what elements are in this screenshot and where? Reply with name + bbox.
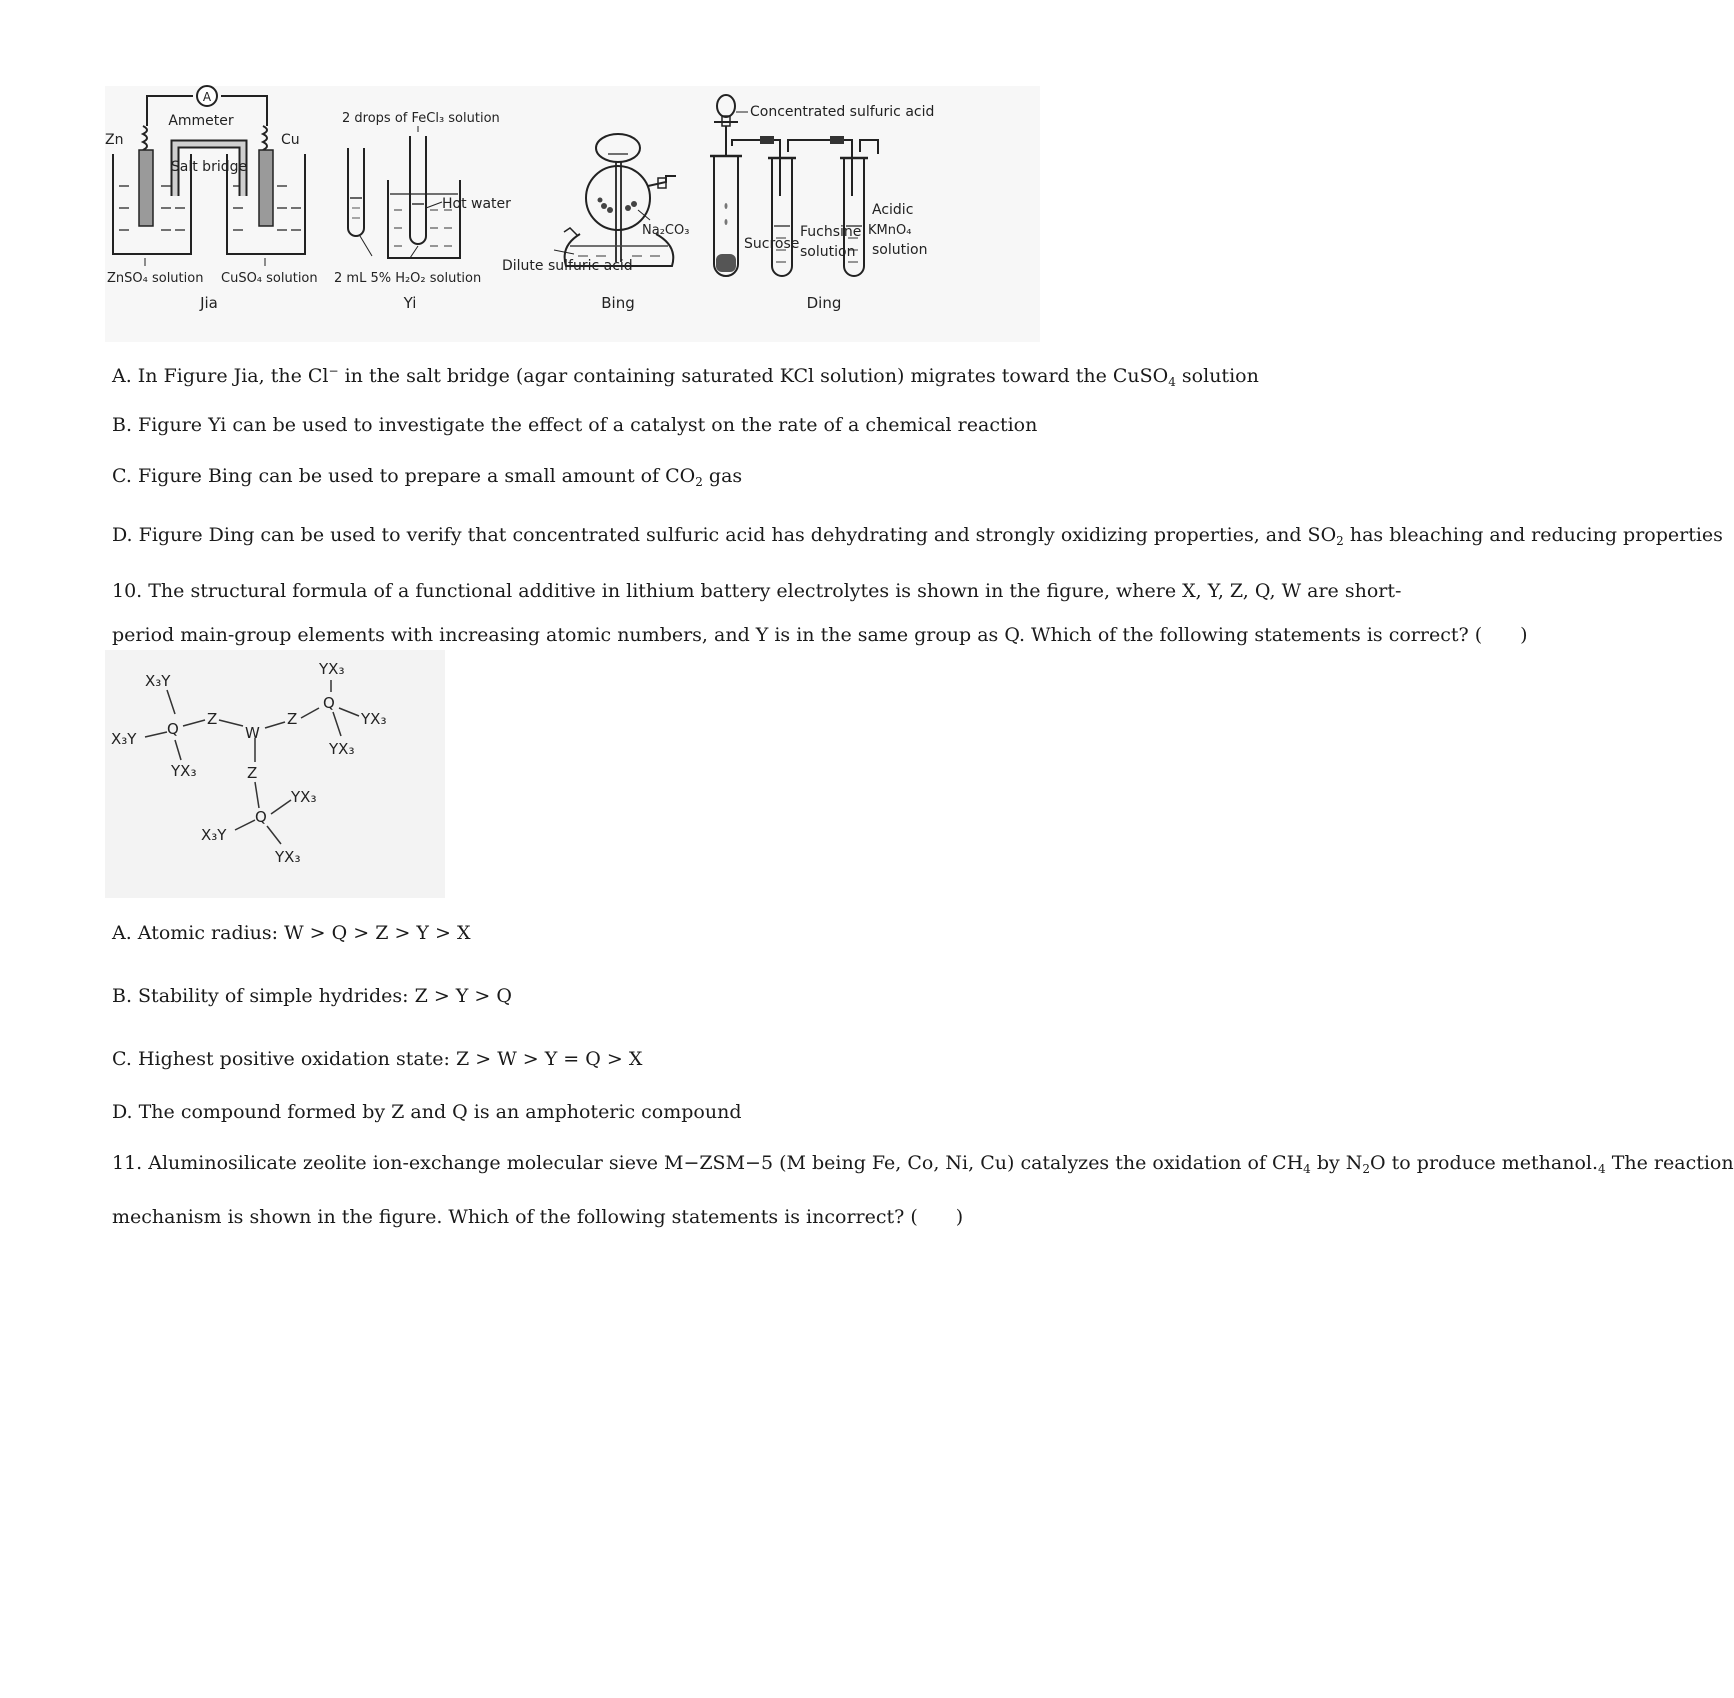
figure-bing bbox=[500, 86, 690, 342]
svg-text:Sucrose: Sucrose bbox=[744, 236, 800, 252]
q9-option-b: B. Figure Yi can be used to investigate the effect of a catalyst on the rate of a chemical reaction bbox=[112, 414, 1038, 436]
svg-text:Ding: Ding bbox=[806, 294, 842, 312]
svg-text:A: A bbox=[202, 90, 212, 104]
svg-text:YX₃: YX₃ bbox=[361, 710, 387, 728]
figure-ding bbox=[700, 86, 1040, 342]
q10-option-d: D. The compound formed by Z and Q is an amphoteric compound bbox=[112, 1101, 742, 1123]
svg-text:Z: Z bbox=[287, 710, 298, 728]
svg-text:Bing: Bing bbox=[601, 294, 635, 312]
q9-option-a: A. In Figure Jia, the Cl− in the salt bridge (agar containing saturated KCl solution) migrates toward the CuSO$_4$ solution bbox=[112, 364, 1259, 389]
svg-text:YX₃: YX₃ bbox=[291, 788, 317, 806]
svg-text:YX₃: YX₃ bbox=[275, 848, 301, 866]
svg-text:X₃Y: X₃Y bbox=[111, 730, 137, 748]
svg-text:Q: Q bbox=[255, 808, 267, 826]
svg-text:Hot water: Hot water bbox=[442, 196, 511, 212]
svg-text:Cu: Cu bbox=[281, 132, 300, 148]
molecule-diagram bbox=[105, 650, 445, 898]
q10-option-b: B. Stability of simple hydrides: Z > Y > Q bbox=[112, 985, 512, 1007]
svg-text:Salt bridge: Salt bridge bbox=[170, 159, 248, 175]
svg-text:Q: Q bbox=[167, 720, 179, 738]
svg-text:YX₃: YX₃ bbox=[329, 740, 355, 758]
svg-text:solution: solution bbox=[800, 244, 856, 260]
test-tube-right bbox=[410, 136, 426, 244]
sulfuric-acid-test-diagram bbox=[700, 86, 1040, 342]
q11-stem-line-1: 11. Aluminosilicate zeolite ion-exchange molecular sieve M−ZSM−5 (M being Fe, Co, Ni, Cu) catalyzes the oxidation of $CH_4$ by $N_2O$ to produce $methanol._4$ The reaction bbox=[112, 1152, 1734, 1176]
svg-text:Fuchsine: Fuchsine bbox=[800, 224, 862, 240]
svg-text:Jia: Jia bbox=[200, 294, 218, 312]
figure-jia bbox=[105, 86, 320, 342]
q10-option-c: C. Highest positive oxidation state: Z > W > Y = Q > X bbox=[112, 1048, 643, 1070]
fuchsine-tube bbox=[772, 158, 792, 276]
q10-stem-line-1: 10. The structural formula of a functional additive in lithium battery electrolytes is shown in the figure, where X, Y, Z, Q, W are short- bbox=[112, 580, 1402, 602]
svg-text:ZnSO₄ solution: ZnSO₄ solution bbox=[107, 271, 204, 286]
test-tube-left bbox=[348, 148, 364, 236]
q10-stem-line-2: period main-group elements with increasing atomic numbers, and Y is in the same group as Q. Which of the following statements is correct? ( ) bbox=[112, 624, 1528, 646]
cu-electrode bbox=[259, 150, 273, 226]
structural-formula bbox=[105, 650, 445, 898]
zn-electrode bbox=[139, 150, 153, 226]
svg-text:Z: Z bbox=[247, 764, 258, 782]
svg-text:Ammeter: Ammeter bbox=[168, 113, 234, 129]
svg-text:2 mL 5% H₂O₂ solution: 2 mL 5% H₂O₂ solution bbox=[334, 271, 482, 286]
catalyst-experiment-diagram bbox=[330, 86, 511, 342]
svg-text:X₃Y: X₃Y bbox=[145, 672, 171, 690]
apparatus-figure bbox=[105, 86, 1040, 342]
svg-text:X₃Y: X₃Y bbox=[201, 826, 227, 844]
svg-text:W: W bbox=[245, 724, 260, 742]
galvanic-cell-diagram bbox=[105, 86, 320, 342]
svg-text:Acidic: Acidic bbox=[872, 202, 914, 218]
svg-text:Zn: Zn bbox=[105, 132, 124, 148]
svg-text:Q: Q bbox=[323, 694, 335, 712]
svg-text:Concentrated sulfuric acid: Concentrated sulfuric acid bbox=[750, 104, 935, 120]
q11-stem-line-2: mechanism is shown in the figure. Which of the following statements is incorrect? ( ) bbox=[112, 1206, 964, 1228]
q9-option-c: C. Figure Bing can be used to prepare a small amount of $CO_2$ gas bbox=[112, 465, 743, 489]
svg-text:CuSO₄ solution: CuSO₄ solution bbox=[221, 271, 318, 286]
gas-generator-diagram bbox=[500, 86, 690, 342]
svg-text:Na₂CO₃: Na₂CO₃ bbox=[642, 223, 690, 238]
svg-text:Z: Z bbox=[207, 710, 218, 728]
svg-text:YX₃: YX₃ bbox=[171, 762, 197, 780]
figure-yi bbox=[330, 86, 511, 342]
svg-text:YX₃: YX₃ bbox=[319, 660, 345, 678]
svg-text:Yi: Yi bbox=[403, 294, 417, 312]
svg-text:Dilute sulfuric acid: Dilute sulfuric acid bbox=[502, 258, 633, 274]
q10-option-a: A. Atomic radius: W > Q > Z > Y > X bbox=[112, 922, 471, 944]
svg-text:solution: solution bbox=[872, 242, 928, 258]
q9-option-d: D. Figure Ding can be used to verify that concentrated sulfuric acid has dehydrating and strongly oxidizing properties, and $SO_2$ has bleaching and reducing properties bbox=[112, 524, 1723, 548]
svg-text:KMnO₄: KMnO₄ bbox=[868, 223, 912, 238]
svg-text:2 drops of FeCl₃ solution: 2 drops of FeCl₃ solution bbox=[342, 111, 500, 126]
